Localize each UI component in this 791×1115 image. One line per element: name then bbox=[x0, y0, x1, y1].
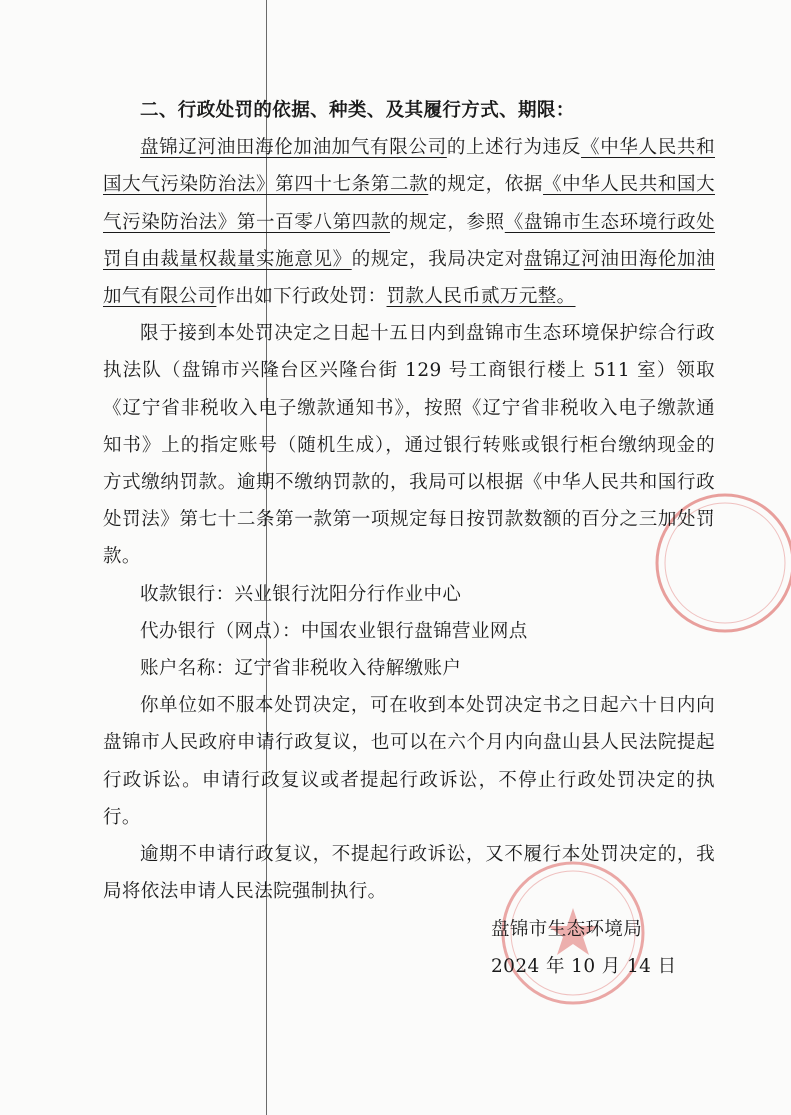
penalty-amount: 罚款人民币贰万元整。 bbox=[386, 286, 576, 308]
company-name: 盘锦辽河油田海伦加油加气有限公司 bbox=[140, 137, 447, 159]
text-fragment: 作出如下行政处罚： bbox=[216, 286, 387, 308]
section-heading: 二、行政处罚的依据、种类、及其履行方式、期限： bbox=[140, 100, 575, 121]
law-citation: 《中华人民共和国大气污染防治法》第四十七条第二款 bbox=[103, 137, 715, 196]
agent-bank: 代办银行（网点）：中国农业银行盘锦营业网点 bbox=[140, 620, 528, 642]
account-name: 账户名称：辽宁省非税收入待解缴账户 bbox=[140, 658, 462, 680]
law-citation: 《中华人民共和国大气污染防治法》第一百零八第四款 bbox=[103, 174, 715, 233]
signature-block bbox=[491, 911, 677, 985]
paragraph-payment-instructions: 限于接到本处罚决定之日起十五日内到盘锦市生态环境保护综合行政执法队（盘锦市兴隆台区兴隆台街 129 号工商银行楼上 511 室）领取《辽宁省非税收入电子缴款通知书》，按照《辽宁省非税收入电子缴款通知书》上的指定账号（随机生成），通过银行转账或银行柜台缴纳现金的方式缴纳罚款。逾期不缴纳罚款的，我局可以根据《中华人民共和国行政处罚法》第七十二条第一款第一项规定每日按罚款数额的百分之三加处罚款。 bbox=[103, 323, 715, 568]
paragraph-legal-basis bbox=[103, 129, 715, 315]
paragraph-enforcement: 逾期不申请行政复议，不提起行政诉讼，又不履行本处罚决定的，我局将依法申请人民法院强制执行。 bbox=[103, 844, 715, 903]
document-body bbox=[103, 92, 715, 910]
issue-date: 2024 年 10 月 14 日 bbox=[491, 956, 677, 977]
company-name: 盘锦辽河油田海伦加油加气有限公司 bbox=[103, 248, 715, 308]
text-fragment: 的上述行为违反 bbox=[446, 137, 582, 159]
paragraph-appeal-rights: 你单位如不服本处罚决定，可在收到本处罚决定书之日起六十日内向盘锦市人民政府申请行政复议，也可以在六个月内向盘山县人民法院提起行政诉讼。申请行政复议或者提起行政诉讼，不停止行政处罚决定的执行。 bbox=[103, 695, 715, 828]
payee-bank: 收款银行：兴业银行沈阳分行作业中心 bbox=[140, 583, 462, 605]
text-fragment: 的规定，参照 bbox=[389, 211, 505, 233]
issuing-organization: 盘锦市生态环境局 bbox=[491, 919, 643, 940]
law-citation: 《盘锦市生态环境行政处罚自由裁量权裁量实施意见》 bbox=[103, 211, 715, 270]
text-fragment: 的规定，我局决定对 bbox=[351, 248, 524, 270]
text-fragment: 的规定，依据 bbox=[428, 174, 544, 196]
